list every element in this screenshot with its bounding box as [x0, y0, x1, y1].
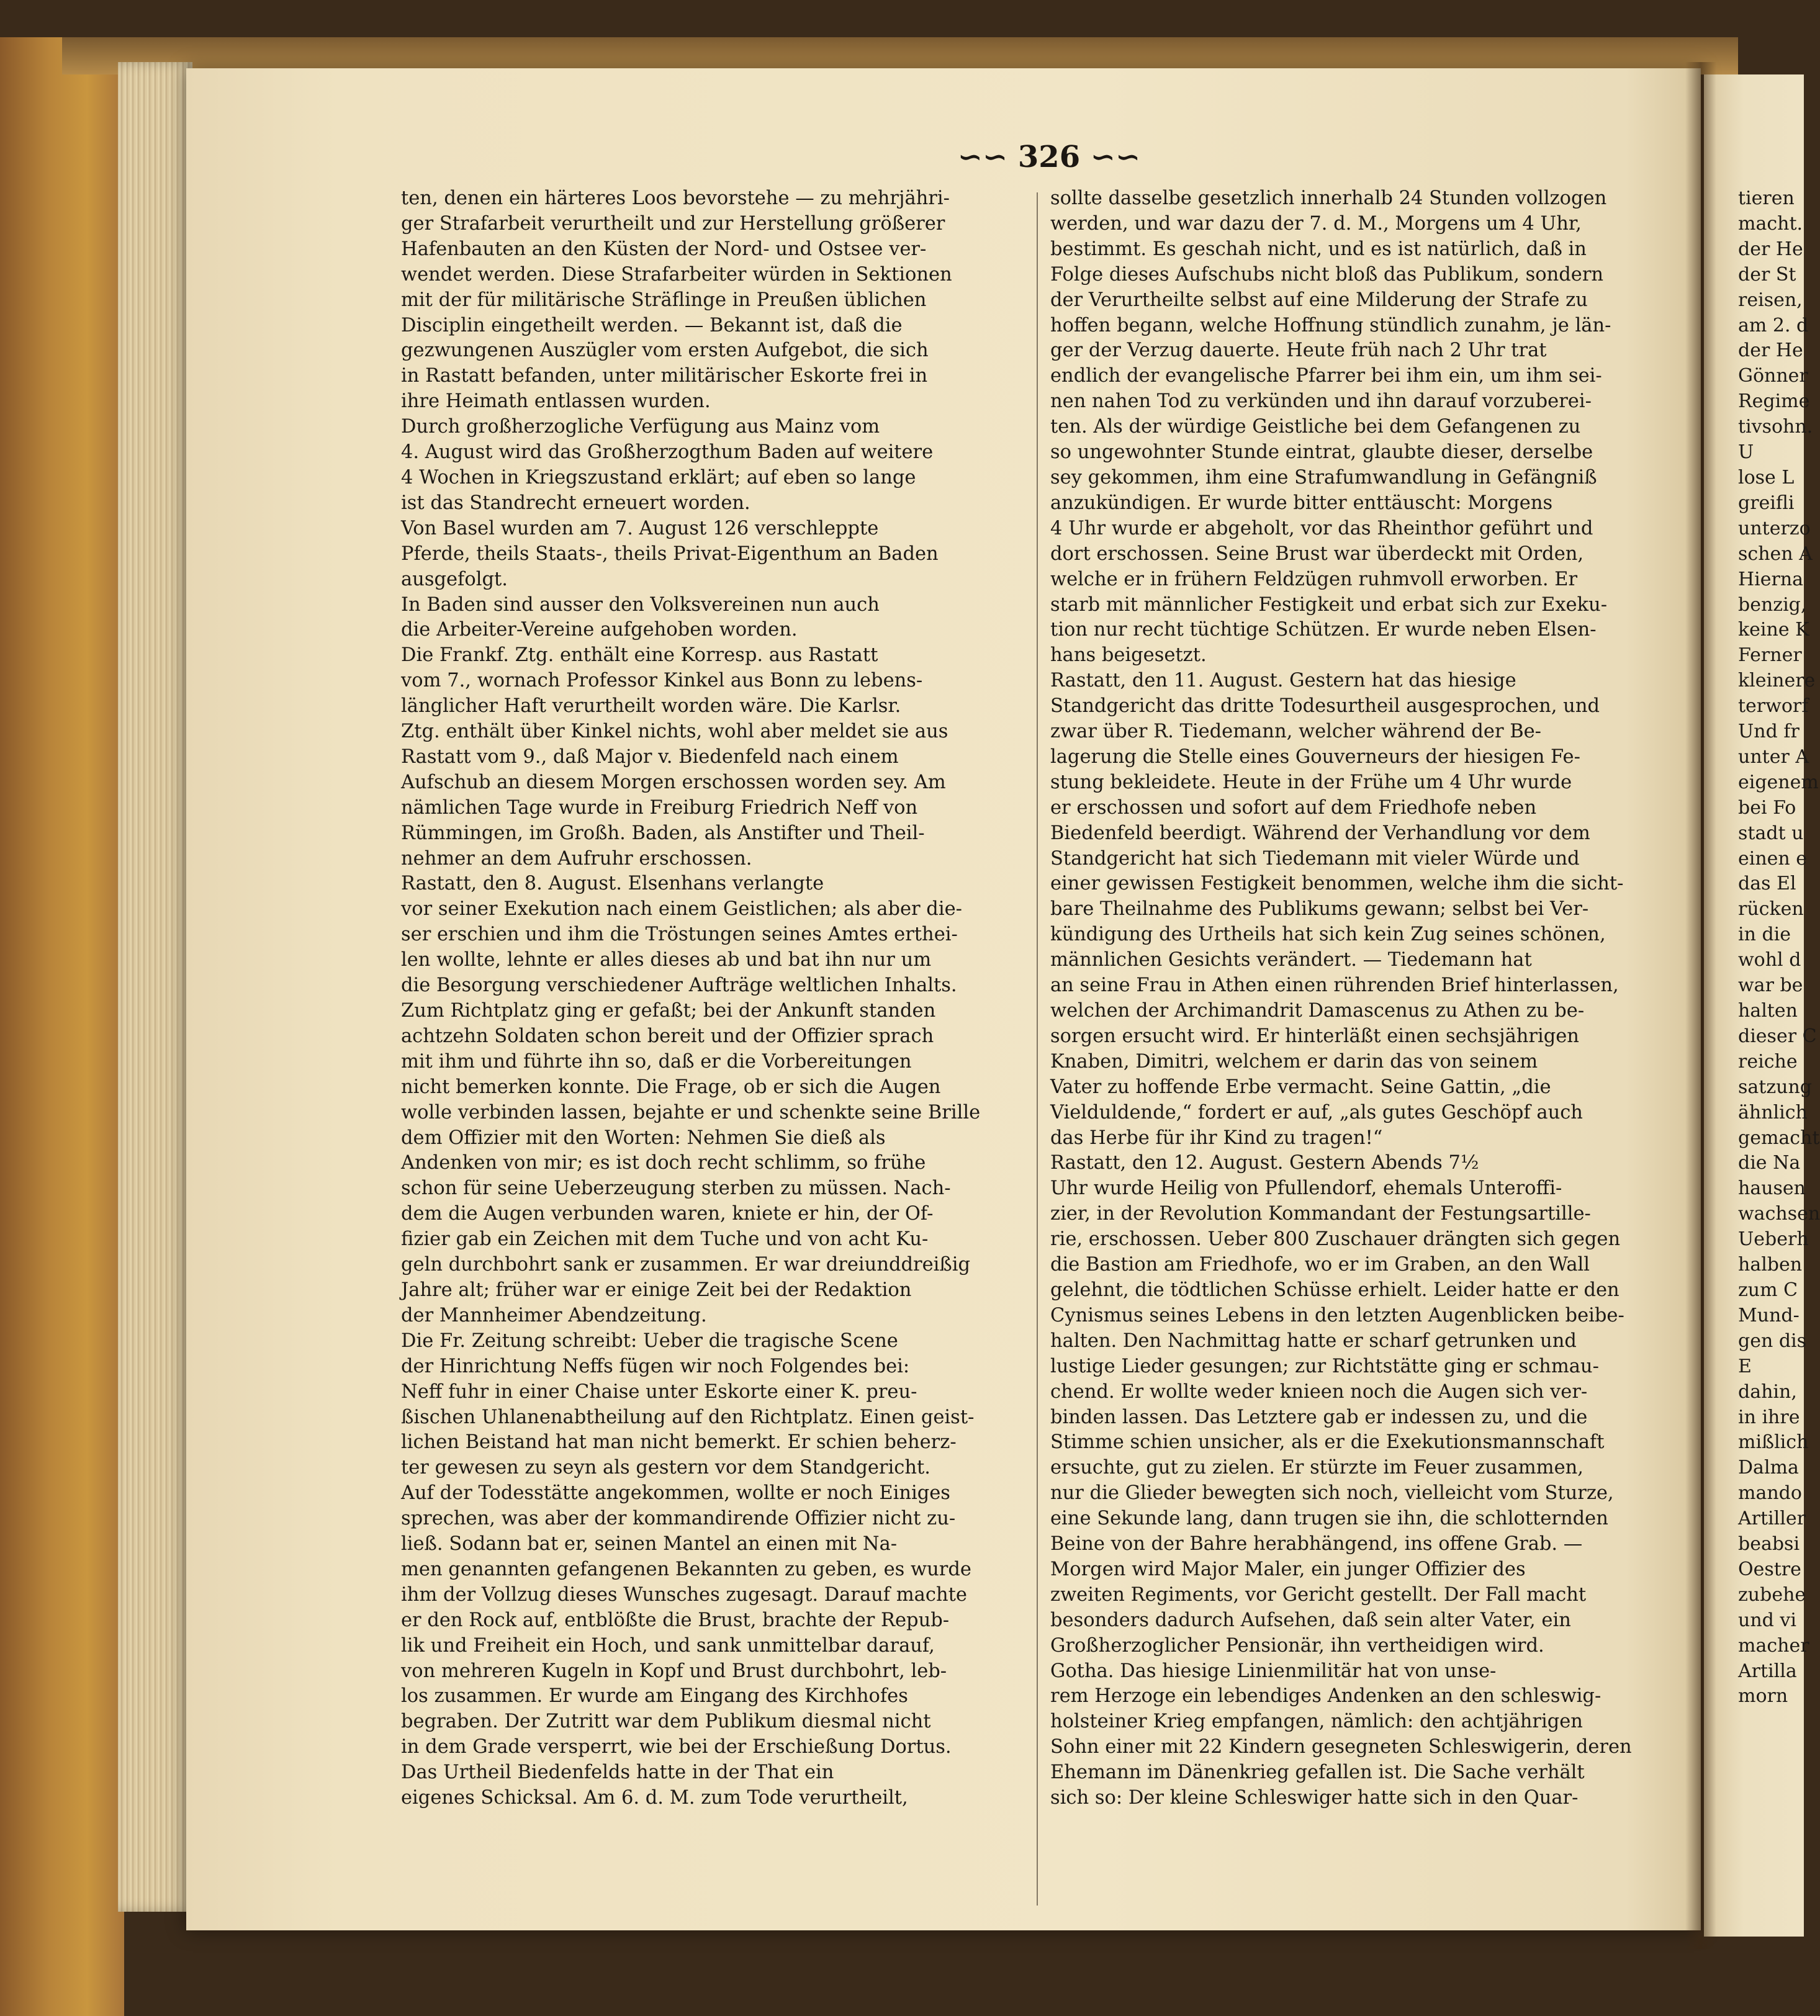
text-line: wendet werden. Diese Strafarbeiter würden in Sektionen [401, 263, 952, 286]
text-line: Gotha. Das hiesige Linienmilitär hat von unse- [1050, 1660, 1497, 1682]
text-line: Und fr [1738, 721, 1800, 743]
text-line: Dalma [1738, 1457, 1799, 1479]
text-line: der St [1738, 263, 1796, 286]
text-line: tion nur recht tüchtige Schützen. Er wurde neben Elsen- [1050, 619, 1597, 641]
text-line: das Herbe für ihr Kind zu tragen!“ [1050, 1127, 1383, 1149]
text-line: nen nahen Tod zu verkünden und ihn darauf vorzuberei- [1050, 390, 1592, 413]
text-line: hoffen begann, welche Hoffnung stündlich zunahm, je län- [1050, 314, 1611, 336]
text-line: Von Basel wurden am 7. August 126 verschleppte [401, 517, 879, 539]
text-line: Durch großherzogliche Verfügung aus Mainz vom [401, 416, 880, 438]
text-line: so ungewohnter Stunde eintrat, glaubte dieser, derselbe [1050, 441, 1593, 464]
text-line: in dem Grade versperrt, wie bei der Erschießung Dortus. [401, 1736, 952, 1758]
text-line: achtzehn Soldaten schon bereit und der Offizier sprach [401, 1025, 934, 1047]
text-line: Andenken von mir; es ist doch recht schlimm, so frühe [401, 1152, 926, 1174]
text-line: Standgericht das dritte Todesurtheil ausgesprochen, und [1050, 695, 1600, 718]
text-line: starb mit männlicher Festigkeit und erbat sich zur Exeku- [1050, 593, 1607, 616]
text-line: eigenes Schicksal. Am 6. d. M. zum Tode verurtheilt, [401, 1787, 908, 1809]
text-line: lose L [1738, 466, 1795, 488]
text-line: lustige Lieder gesungen; zur Richtstätte ging er schmau- [1050, 1355, 1599, 1377]
book-cover-left [0, 37, 124, 2016]
text-line: in Rastatt befanden, unter militärischer Eskorte frei in [401, 365, 928, 387]
right-column-fragment [1738, 186, 1820, 1709]
text-line: ser erschien und ihm die Tröstungen seines Amtes erthei- [401, 924, 958, 946]
text-line: lichen Beistand hat man nicht bemerkt. Er schien beherz- [401, 1431, 957, 1454]
text-line: nicht bemerken konnte. Die Frage, ob er sich die Augen [401, 1076, 941, 1098]
text-line: Rümmingen, im Großh. Baden, als Anstifter und Theil- [401, 822, 925, 844]
text-line: die Bastion am Friedhofe, wo er im Graben, an den Wall [1050, 1254, 1590, 1276]
text-line: Aufschub an diesem Morgen erschossen worden sey. Am [401, 771, 946, 793]
text-line: ger der Verzug dauerte. Heute früh nach 2 Uhr trat [1050, 340, 1547, 362]
text-line: mißlich [1738, 1431, 1809, 1454]
text-line: Cynismus seines Lebens in den letzten Augenblicken beibe- [1050, 1304, 1624, 1326]
text-line: zier, in der Revolution Kommandant der Festungsartille- [1050, 1203, 1591, 1225]
text-line: Vielduldende,“ fordert er auf, „als gutes Geschöpf auch [1050, 1101, 1583, 1123]
text-line: ihre Heimath entlassen wurden. [401, 390, 711, 413]
text-line: der He [1738, 238, 1803, 260]
text-line: lagerung die Stelle eines Gouverneurs der hiesigen Fe- [1050, 745, 1580, 768]
text-line: stadt u [1738, 822, 1804, 844]
text-line: Knaben, Dimitri, welchem er darin das von seinem [1050, 1050, 1538, 1073]
text-line: in ihre [1738, 1406, 1800, 1428]
text-line: kleinere [1738, 670, 1816, 692]
text-line: macher [1738, 1634, 1809, 1657]
text-line: wohl d [1738, 949, 1801, 971]
text-line: schen A [1738, 542, 1813, 565]
text-line: endlich der evangelische Pfarrer bei ihm ein, um ihm sei- [1050, 365, 1602, 387]
text-line: ähnlich [1738, 1101, 1808, 1123]
text-line: ten. Als der würdige Geistliche bei dem Gefangenen zu [1050, 416, 1581, 438]
text-line: ter gewesen zu seyn als gestern vor dem Standgericht. [401, 1457, 930, 1479]
text-line: männlichen Gesichts verändert. — Tiedemann hat [1050, 949, 1532, 971]
text-line: halten. Den Nachmittag hatte er scharf getrunken und [1050, 1330, 1577, 1352]
text-line: geln durchbohrt sank er zusammen. Er war dreiunddreißig [401, 1254, 971, 1276]
text-line: anzukündigen. Er wurde bitter enttäuscht: Morgens [1050, 492, 1553, 514]
text-line: Uhr wurde Heilig von Pfullendorf, ehemals Unteroffi- [1050, 1177, 1562, 1200]
text-line: Disciplin eingetheilt werden. — Bekannt ist, daß die [401, 314, 903, 336]
text-line: hausen [1738, 1177, 1806, 1200]
text-line: lik und Freiheit ein Hoch, und sank unmittelbar darauf, [401, 1634, 935, 1657]
text-line: Das Urtheil Biedenfelds hatte in der That ein [401, 1762, 834, 1784]
text-line: Standgericht hat sich Tiedemann mit vieler Würde und [1050, 847, 1580, 870]
text-line: Auf der Todesstätte angekommen, wollte er noch Einiges [401, 1482, 950, 1505]
text-line: hans beigesetzt. [1050, 644, 1207, 667]
text-line: ßischen Uhlanenabtheilung auf den Richtplatz. Einen geist- [401, 1406, 975, 1428]
text-line: vor seiner Exekution nach einem Geistlichen; als aber die- [401, 898, 962, 920]
text-line: In Baden sind ausser den Volksvereinen nun auch [401, 593, 880, 616]
text-line: Rastatt vom 9., daß Major v. Biedenfeld nach einem [401, 745, 899, 768]
text-line: welche er in frühern Feldzügen ruhmvoll erworben. Er [1050, 568, 1578, 590]
book-gutter [1685, 62, 1716, 1949]
text-line: er den Rock auf, entblößte die Brust, brachte der Repub- [401, 1609, 950, 1631]
text-line: ger Strafarbeit verurtheilt und zur Herstellung größerer [401, 212, 945, 235]
text-line: len wollte, lehnte er alles dieses ab und bat ihn nur um [401, 949, 932, 971]
text-line: unter A [1738, 745, 1809, 768]
text-line: rücken [1738, 898, 1804, 920]
text-line: bare Theilnahme des Publikums gewann; selbst bei Ver- [1050, 898, 1589, 920]
text-line: Ueberh [1738, 1228, 1809, 1251]
text-line: mit ihm und führte ihn so, daß er die Vorbereitungen [401, 1050, 912, 1073]
text-line: nur die Glieder bewegten sich noch, vielleicht vom Sturze, [1050, 1482, 1614, 1505]
text-line: Ztg. enthält über Kinkel nichts, wohl aber meldet sie aus [401, 721, 948, 743]
text-line: länglicher Haft verurtheilt worden wäre. Die Karlsr. [401, 695, 901, 718]
text-line: dieser C [1738, 1025, 1817, 1047]
text-line: Die Fr. Zeitung schreibt: Ueber die tragische Scene [401, 1330, 898, 1352]
text-line: bei Fo [1738, 796, 1796, 819]
text-line: fizier gab ein Zeichen mit dem Tuche und von acht Ku- [401, 1228, 929, 1251]
text-line: Jahre alt; früher war er einige Zeit bei der Redaktion [401, 1279, 912, 1301]
text-line: am 2. d [1738, 314, 1809, 336]
text-line: Artilla [1738, 1660, 1797, 1682]
text-line: nehmer an dem Aufruhr erschossen. [401, 847, 752, 870]
text-line: Zum Richtplatz ging er gefaßt; bei der Ankunft standen [401, 1000, 936, 1022]
text-line: dahin, [1738, 1380, 1797, 1403]
text-line: einer gewissen Festigkeit benommen, welche ihm die sicht- [1050, 873, 1624, 895]
text-line: sey gekommen, ihm eine Strafumwandlung in Gefängniß [1050, 466, 1597, 488]
middle-column [1050, 186, 1677, 1811]
text-line: halben [1738, 1254, 1803, 1276]
text-line: Stimme schien unsicher, als er die Exekutionsmannschaft [1050, 1431, 1605, 1454]
text-line: wachsen [1738, 1203, 1820, 1225]
text-line: Hafenbauten an den Küsten der Nord- und Ostsee ver- [401, 238, 927, 260]
text-line: zweiten Regiments, vor Gericht gestellt. Der Fall macht [1050, 1583, 1587, 1606]
text-line: unterzo [1738, 517, 1811, 539]
text-line: begraben. Der Zutritt war dem Publikum diesmal nicht [401, 1711, 931, 1733]
text-line: Sohn einer mit 22 Kindern gesegneten Schleswigerin, deren [1050, 1736, 1632, 1758]
text-line: E [1738, 1355, 1752, 1377]
text-line: ausgefolgt. [401, 568, 508, 590]
text-line: stung bekleidete. Heute in der Frühe um 4 Uhr wurde [1050, 771, 1572, 793]
text-line: der Verurtheilte selbst auf eine Milderung der Strafe zu [1050, 289, 1588, 311]
text-line: einen e [1738, 847, 1808, 870]
text-line: die Arbeiter-Vereine aufgehoben worden. [401, 619, 798, 641]
text-line: sollte dasselbe gesetzlich innerhalb 24 Stunden vollzogen [1050, 187, 1607, 209]
text-line: an seine Frau in Athen einen rührenden Brief hinterlassen, [1050, 974, 1619, 997]
text-line: terworf [1738, 695, 1809, 718]
text-line: welchen der Archimandrit Damascenus zu Athen zu be- [1050, 1000, 1585, 1022]
text-line: die Besorgung verschiedener Aufträge weltlichen Inhalts. [401, 974, 957, 997]
text-line: mando [1738, 1482, 1802, 1505]
text-line: binden lassen. Das Letztere gab er indessen zu, und die [1050, 1406, 1588, 1428]
page-number-value: 326 [1017, 140, 1081, 174]
text-line: Gönner [1738, 365, 1808, 387]
text-line: Ehemann im Dänenkrieg gefallen ist. Die Sache verhält [1050, 1762, 1585, 1784]
text-line: beabsi [1738, 1533, 1800, 1555]
text-line: Hierna [1738, 568, 1804, 590]
left-column [401, 186, 1028, 1811]
text-line: ist das Standrecht erneuert worden. [401, 492, 750, 514]
text-line: sich so: Der kleine Schleswiger hatte sich in den Quar- [1050, 1787, 1579, 1809]
text-line: tieren [1738, 187, 1795, 209]
text-line: satzung [1738, 1076, 1812, 1098]
text-line: wolle verbinden lassen, bejahte er und schenkte seine Brille [401, 1101, 981, 1123]
text-line: in die [1738, 924, 1791, 946]
text-line: ten, denen ein härteres Loos bevorstehe — zu mehrjähri- [401, 187, 950, 209]
text-line: der Hinrichtung Neffs fügen wir noch Folgendes bei: [401, 1355, 910, 1377]
text-line: Vater zu hoffende Erbe vermacht. Seine Gattin, „die [1050, 1076, 1551, 1098]
text-line: sorgen ersucht wird. Er hinterläßt einen sechsjährigen [1050, 1025, 1579, 1047]
text-line: der He [1738, 340, 1803, 362]
text-line: men genannten gefangenen Bekannten zu geben, es wurde [401, 1558, 971, 1580]
text-line: Folge dieses Aufschubs nicht bloß das Publikum, sondern [1050, 263, 1604, 286]
text-line: tivsohn. [1738, 416, 1813, 438]
page-number-ornament-left: ∽∽ [957, 140, 1018, 174]
text-line: keine K [1738, 619, 1809, 641]
text-line: gezwungenen Auszügler vom ersten Aufgebot, die sich [401, 340, 929, 362]
text-line: und vi [1738, 1609, 1796, 1631]
text-line: los zusammen. Er wurde am Eingang des Kirchhofes [401, 1685, 908, 1708]
text-line: Biedenfeld beerdigt. Während der Verhandlung vor dem [1050, 822, 1590, 844]
text-line: greifli [1738, 492, 1795, 514]
text-line: sprechen, was aber der kommandirende Offizier nicht zu- [401, 1508, 956, 1530]
page-number-ornament-right: ∽∽ [1080, 140, 1141, 174]
text-line: schon für seine Ueberzeugung sterben zu müssen. Nach- [401, 1177, 951, 1200]
text-line: Artiller [1738, 1508, 1806, 1530]
text-line: 4. August wird das Großherzogthum Baden auf weitere [401, 441, 934, 464]
text-line: Mund- [1738, 1304, 1800, 1326]
text-line: reiche [1738, 1050, 1798, 1073]
text-line: der Mannheimer Abendzeitung. [401, 1304, 707, 1326]
text-line: Die Frankf. Ztg. enthält eine Korresp. aus Rastatt [401, 644, 878, 667]
text-line: Morgen wird Major Maler, ein junger Offizier des [1050, 1558, 1526, 1580]
text-line: Pferde, theils Staats-, theils Privat-Eigenthum an Baden [401, 542, 939, 565]
text-line: Ferner [1738, 644, 1802, 667]
page-edges [118, 62, 192, 1912]
page-number [919, 140, 1179, 183]
text-line: er erschossen und sofort auf dem Friedhofe neben [1050, 796, 1537, 819]
column-rule [1037, 192, 1038, 1906]
text-line: chend. Er wollte weder knieen noch die Augen sich ver- [1050, 1380, 1588, 1403]
text-line: ihm der Vollzug dieses Wunsches zugesagt. Darauf machte [401, 1583, 967, 1606]
text-line: Regime [1738, 390, 1810, 413]
text-line: bestimmt. Es geschah nicht, und es ist natürlich, daß in [1050, 238, 1587, 260]
text-line: nämlichen Tage wurde in Freiburg Friedrich Neff von [401, 796, 918, 819]
text-line: dem die Augen verbunden waren, kniete er hin, der Of- [401, 1203, 934, 1225]
text-line: eigenem [1738, 771, 1819, 793]
text-line: Rastatt, den 12. August. Gestern Abends 7½ [1050, 1152, 1479, 1174]
text-line: werden, und war dazu der 7. d. M., Morgens um 4 Uhr, [1050, 212, 1582, 235]
text-line: benzig, [1738, 593, 1807, 616]
text-line: holsteiner Krieg empfangen, nämlich: den achtjährigen [1050, 1711, 1583, 1733]
text-line: dem Offizier mit den Worten: Nehmen Sie dieß als [401, 1127, 886, 1149]
text-line: zubehe [1738, 1583, 1806, 1606]
text-line: rem Herzoge ein lebendiges Andenken an den schleswig- [1050, 1685, 1602, 1708]
text-line: Rastatt, den 11. August. Gestern hat das hiesige [1050, 670, 1516, 692]
text-line: gelehnt, die tödtlichen Schüsse erhielt. Leider hatte er den [1050, 1279, 1620, 1301]
text-line: macht. [1738, 212, 1803, 235]
text-line: ließ. Sodann bat er, seinen Mantel an einen mit Na- [401, 1533, 898, 1555]
text-line: 4 Wochen in Kriegszustand erklärt; auf eben so lange [401, 466, 916, 488]
text-line: gen dis [1738, 1330, 1807, 1352]
text-line: halten [1738, 1000, 1798, 1022]
text-line: ersuchte, gut zu zielen. Er stürzte im Feuer zusammen, [1050, 1457, 1583, 1479]
text-line: Beine von der Bahre herabhängend, ins offene Grab. — [1050, 1533, 1583, 1555]
text-line: kündigung des Urtheils hat sich kein Zug seines schönen, [1050, 924, 1606, 946]
text-line: vom 7., wornach Professor Kinkel aus Bonn zu lebens- [401, 670, 923, 692]
text-line: rie, erschossen. Ueber 800 Zuschauer drängten sich gegen [1050, 1228, 1621, 1251]
text-line: von mehreren Kugeln in Kopf und Brust durchbohrt, leb- [401, 1660, 947, 1682]
text-line: zwar über R. Tiedemann, welcher während der Be- [1050, 721, 1541, 743]
text-line: Großherzoglicher Pensionär, ihn vertheidigen wird. [1050, 1634, 1544, 1657]
text-line: die Na [1738, 1152, 1801, 1174]
text-line: war be [1738, 974, 1803, 997]
text-line: morn [1738, 1685, 1788, 1708]
text-line: zum C [1738, 1279, 1798, 1301]
text-line: Oestre [1738, 1558, 1801, 1580]
text-line: reisen, [1738, 289, 1803, 311]
text-line: eine Sekunde lang, dann trugen sie ihn, die schlotternden [1050, 1508, 1608, 1530]
text-line: dort erschossen. Seine Brust war überdeckt mit Orden, [1050, 542, 1584, 565]
text-line: U [1738, 441, 1754, 464]
text-line: das El [1738, 873, 1796, 895]
text-line: Rastatt, den 8. August. Elsenhans verlangte [401, 873, 824, 895]
text-line: 4 Uhr wurde er abgeholt, vor das Rheinthor geführt und [1050, 517, 1593, 539]
text-line: besonders dadurch Aufsehen, daß sein alter Vater, ein [1050, 1609, 1571, 1631]
text-line: gemacht [1738, 1127, 1820, 1149]
text-line: mit der für militärische Sträflinge in Preußen üblichen [401, 289, 927, 311]
text-line: Neff fuhr in einer Chaise unter Eskorte einer K. preu- [401, 1380, 917, 1403]
